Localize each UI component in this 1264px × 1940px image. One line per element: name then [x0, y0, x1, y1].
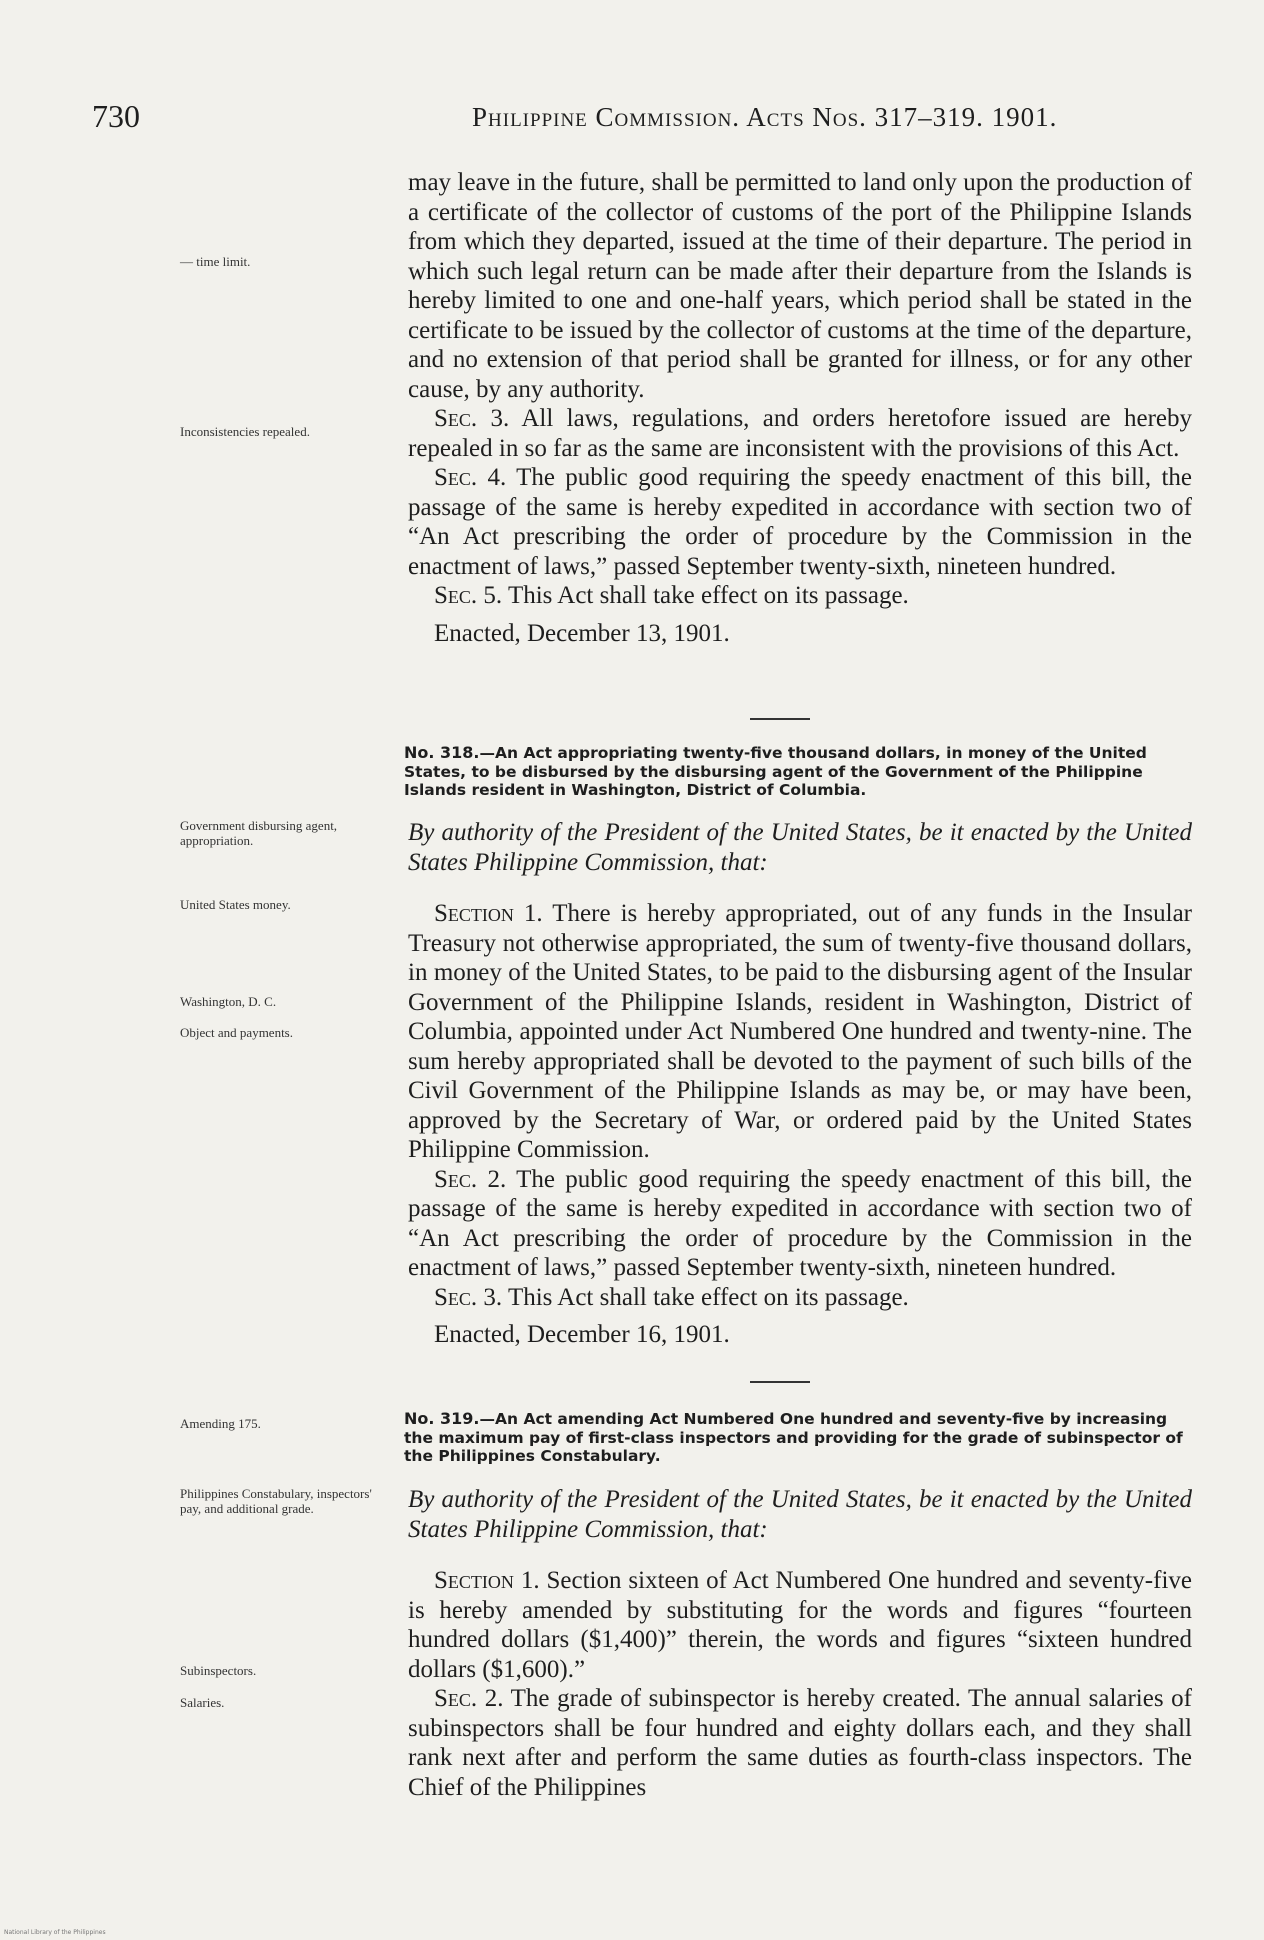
- margin-note-subinspectors: Subinspectors.: [180, 1663, 257, 1678]
- margin-note-time-limit: — time limit.: [180, 254, 251, 269]
- act-318-body: [408, 818, 1192, 1350]
- act-number: No. 318.: [404, 743, 480, 762]
- margin-note-washington: Washington, D. C.: [180, 994, 277, 1009]
- section-text: The public good requiring the speedy enactment of this bill, the passage of the same is hereby expedited in accordance with section two of “An Act prescribing the order of procedure by the Commission in the enactment of laws,” passed September twenty-sixth, nineteen hundred.: [408, 1165, 1192, 1281]
- act-319-body: [408, 1485, 1192, 1802]
- act-317-section-5: [408, 581, 1192, 611]
- section-label: Sec. 4.: [434, 464, 507, 491]
- page-header: [92, 98, 1184, 142]
- enacting-formula: By authority of the President of the United States, be it enacted by the United States Philippine Commission, that:: [408, 819, 1192, 876]
- section-label: Sec. 3.: [434, 405, 510, 432]
- enacting-formula: By authority of the President of the United States, be it enacted by the United States Philippine Commission, that:: [408, 1486, 1192, 1543]
- section-divider: [750, 718, 810, 720]
- act-317-enacted: Enacted, December 13, 1901.: [434, 619, 730, 647]
- act-318-section-2: [408, 1165, 1192, 1283]
- section-label: Section 1.: [434, 900, 543, 927]
- act-317-section-4: [408, 463, 1192, 581]
- act-317-section-3: [408, 404, 1192, 463]
- act-number: No. 319.: [404, 1409, 480, 1428]
- act-319-title: [404, 1410, 1194, 1466]
- section-label: Sec. 5.: [434, 582, 503, 609]
- section-text: This Act shall take effect on its passage.: [507, 582, 909, 609]
- section-text: The grade of subinspector is hereby created. The annual salaries of subinspectors shall be four hundred and eighty dollars each, and they shall rank next after and perform the same duties as fourth-class inspectors. The Chief of the Philippines: [408, 1685, 1192, 1801]
- margin-note-constabulary: Philippines Constabulary, inspectors' pay, and additional grade.: [180, 1486, 372, 1516]
- act-319-section-2: [408, 1684, 1192, 1802]
- section-text: The public good requiring the speedy enactment of this bill, the passage of the same is hereby expedited in accordance with section two of “An Act prescribing the order of procedure by the Commission in the enactment of laws,” passed September twenty-sixth, nineteen hundred.: [408, 464, 1192, 580]
- section-text: All laws, regulations, and orders heretofore issued are hereby repealed in so far as the same are inconsistent with the provisions of this Act.: [408, 405, 1193, 462]
- section-text: Section sixteen of Act Numbered One hundred and seventy-five is hereby amended by substituting for the words and figures “fourteen hundred dollars ($1,400)” therein, the words and figures “sixteen hundred dollars ($1,600).”: [408, 1567, 1193, 1683]
- act-318-section-3: [408, 1283, 1192, 1313]
- margin-note-us-money: United States money.: [180, 897, 291, 912]
- act-318-enacted: Enacted, December 16, 1901.: [434, 1321, 730, 1348]
- section-label: Sec. 3.: [434, 1283, 503, 1311]
- section-text: This Act shall take effect on its passage.: [507, 1283, 909, 1311]
- section-label: Sec. 2.: [434, 1685, 504, 1712]
- margin-note-gov-disbursing: Government disbursing agent, appropriation.: [180, 818, 338, 848]
- act-318-title: [404, 744, 1194, 800]
- act-title-text: —An Act amending Act Numbered One hundred and seventy-five by increasing the maximum pay of first-class inspectors and providing for the grade of subinspector of the Philippines Constabulary.: [404, 1410, 1183, 1465]
- act-title-text: —An Act appropriating twenty-five thousand dollars, in money of the United States, to be disbursed by the disbursing agent of the Government of the Philippine Islands resident in Washington, District of Columbia.: [404, 744, 1147, 799]
- running-head: Philippine Commission. Acts Nos. 317–319. 1901.: [472, 102, 1058, 132]
- section-divider: [750, 1381, 810, 1383]
- scan-credit: National Library of the Philippines: [4, 1929, 106, 1936]
- act-317-paragraph: may leave in the future, shall be permitted to land only upon the production of a certificate of the collector of customs of the port of the Philippine Islands from which they departed, issued at the time of their departure. The period in which such legal return can be made after their departure from the Islands is hereby limited to one and one-half years, which period shall be stated in the certificate to be issued by the collector of customs at the time of the departure, and no extension of that period shall be granted for illness, or for any other cause, by any authority.: [408, 169, 1192, 403]
- margin-note-amending: Amending 175.: [180, 1416, 261, 1431]
- margin-note-object-payments: Object and payments.: [180, 1025, 293, 1040]
- margin-note-inconsistencies: Inconsistencies repealed.: [180, 424, 310, 439]
- section-label: Sec. 2.: [434, 1165, 507, 1193]
- act-318-section-1: [408, 899, 1192, 1165]
- page-number: 730: [92, 98, 140, 134]
- act-319-section-1: [408, 1566, 1192, 1684]
- section-label: Section 1.: [434, 1567, 540, 1594]
- margin-note-salaries: Salaries.: [180, 1695, 225, 1710]
- section-text: There is hereby appropriated, out of any funds in the Insular Treasury not otherwise appropriated, the sum of twenty-five thousand dollars, in money of the United States, to be paid to the disbursing agent of the Insular Government of the Philippine Islands, resident in Washington, District of Columbia, appointed under Act Numbered One hundred and twenty-nine. The sum hereby appropriated shall be devoted to the payment of such bills of the Civil Government of the Philippine Islands as may be, or may have been, approved by the Secretary of War, or ordered paid by the United States Philippine Commission.: [408, 900, 1192, 1163]
- act-317-continuation: [408, 168, 1192, 648]
